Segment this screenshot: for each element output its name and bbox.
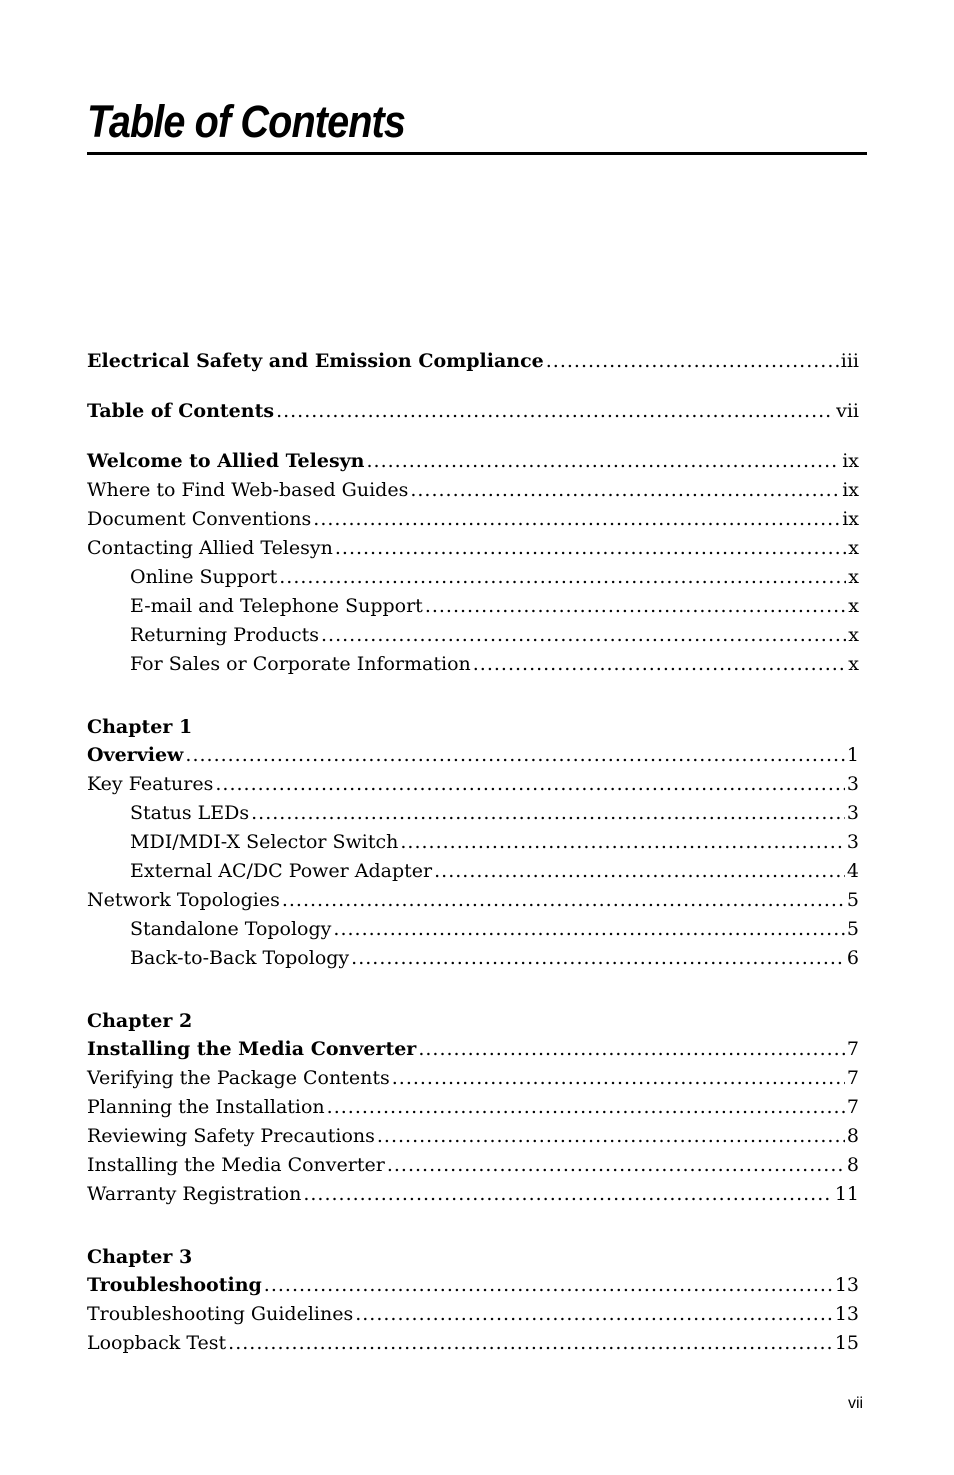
toc-entry-text: Troubleshooting — [87, 1274, 262, 1296]
dot-leader — [276, 400, 834, 422]
dot-leader — [367, 450, 841, 472]
dot-leader — [335, 537, 846, 559]
toc-entry-text: Electrical Safety and Emission Compliance — [87, 350, 544, 372]
toc-page-number: 3 — [846, 831, 859, 853]
dot-leader — [351, 947, 845, 969]
toc-page-number: x — [848, 566, 859, 588]
dot-leader — [251, 802, 845, 824]
title-rule — [87, 152, 867, 155]
toc-entry[interactable] — [87, 1332, 859, 1361]
dot-leader — [387, 1154, 845, 1176]
toc-entry[interactable] — [87, 479, 859, 508]
dot-leader — [185, 744, 845, 766]
dot-leader — [279, 566, 846, 588]
toc-entry[interactable] — [87, 831, 859, 860]
toc-page-number: ix — [842, 479, 859, 501]
toc-page-number: vii — [836, 400, 859, 422]
page-number: vii — [848, 1395, 864, 1412]
toc-page-number: 8 — [846, 1125, 859, 1147]
toc-entry[interactable] — [87, 400, 859, 429]
dot-leader — [418, 1038, 845, 1060]
toc-page-number: ix — [842, 508, 859, 530]
toc-entry-text: Returning Products — [130, 624, 319, 646]
dot-leader — [392, 1067, 845, 1089]
toc-entry[interactable] — [87, 1038, 859, 1067]
toc-entry[interactable] — [87, 1154, 859, 1183]
toc-entry-text: Overview — [87, 744, 184, 766]
dot-leader — [215, 773, 845, 795]
toc-entry-text: Planning the Installation — [87, 1096, 325, 1118]
toc-entry-text: Warranty Registration — [87, 1183, 302, 1205]
toc-entry[interactable] — [87, 537, 859, 566]
toc-entry[interactable] — [87, 653, 859, 682]
toc-page-number: iii — [840, 350, 859, 372]
dot-leader — [282, 889, 845, 911]
toc-entry-text: Where to Find Web-based Guides — [87, 479, 409, 501]
toc-page-number: ix — [842, 450, 859, 472]
toc-entry[interactable] — [87, 566, 859, 595]
dot-leader — [313, 508, 840, 530]
toc-page-number: 7 — [846, 1067, 859, 1089]
dot-leader — [434, 860, 845, 882]
dot-leader — [473, 653, 847, 675]
chapter-label: Chapter 3 — [87, 1246, 193, 1268]
toc-entry-text: Status LEDs — [130, 802, 250, 824]
toc-entry[interactable] — [87, 1067, 859, 1096]
toc-entry[interactable] — [87, 1303, 859, 1332]
toc-page-number: 3 — [846, 802, 859, 824]
toc-entry-text: Network Topologies — [87, 889, 280, 911]
toc-entry-text: Back-to-Back Topology — [130, 947, 350, 969]
toc-page-number: 13 — [834, 1303, 859, 1325]
page-title: Table of Contents — [87, 96, 405, 147]
toc-entry[interactable] — [87, 508, 859, 537]
toc-entry[interactable] — [87, 595, 859, 624]
toc-entry[interactable] — [87, 802, 859, 831]
chapter-label: Chapter 1 — [87, 716, 193, 738]
toc-entry[interactable] — [87, 1274, 859, 1303]
toc-entry-text: External AC/DC Power Adapter — [130, 860, 433, 882]
toc-page-number: x — [848, 653, 859, 675]
dot-leader — [425, 595, 846, 617]
toc-entry[interactable] — [87, 1096, 859, 1125]
chapter-label: Chapter 2 — [87, 1010, 193, 1032]
toc-page-number: x — [848, 537, 859, 559]
toc-entry-text: For Sales or Corporate Information — [130, 653, 471, 675]
toc-entry-text: Document Conventions — [87, 508, 312, 530]
toc-entry-text: Verifying the Package Contents — [87, 1067, 390, 1089]
dot-leader — [264, 1274, 833, 1296]
toc-entry[interactable] — [87, 860, 859, 889]
toc-entry-text: Standalone Topology — [130, 918, 332, 940]
toc-page-number: 15 — [834, 1332, 859, 1354]
toc-page-number: 3 — [846, 773, 859, 795]
toc-page-number: 1 — [846, 744, 859, 766]
dot-leader — [228, 1332, 833, 1354]
dot-leader — [410, 479, 840, 501]
dot-leader — [321, 624, 846, 646]
toc-entry-text: Key Features — [87, 773, 214, 795]
toc-entry-text: MDI/MDI-X Selector Switch — [130, 831, 399, 853]
toc-page-number: 11 — [834, 1183, 859, 1205]
toc-entry-text: Reviewing Safety Precautions — [87, 1125, 375, 1147]
toc-page-number: 5 — [846, 889, 859, 911]
toc-page-number: 7 — [846, 1096, 859, 1118]
toc-entry[interactable] — [87, 744, 859, 773]
toc-page-number: 13 — [834, 1274, 859, 1296]
toc-page-number: 5 — [846, 918, 859, 940]
toc-entry-text: Installing the Media Converter — [87, 1154, 385, 1176]
toc-entry-text: Online Support — [130, 566, 278, 588]
toc-entry-text: Table of Contents — [87, 400, 275, 422]
toc-entry-text: Welcome to Allied Telesyn — [87, 450, 365, 472]
toc-entry-text: E-mail and Telephone Support — [130, 595, 423, 617]
dot-leader — [333, 918, 845, 940]
toc-entry[interactable] — [87, 889, 859, 918]
toc-entry-text: Loopback Test — [87, 1332, 227, 1354]
toc-entry[interactable] — [87, 1125, 859, 1154]
dot-leader — [400, 831, 845, 853]
dot-leader — [303, 1183, 832, 1205]
toc-entry[interactable] — [87, 947, 859, 976]
toc-entry[interactable] — [87, 918, 859, 947]
toc-page-number: x — [848, 624, 859, 646]
toc-entry[interactable] — [87, 450, 859, 479]
toc-entry[interactable] — [87, 773, 859, 802]
toc-page-number: 6 — [846, 947, 859, 969]
toc-entry[interactable] — [87, 624, 859, 653]
toc-page-number: 7 — [846, 1038, 859, 1060]
toc-page-number: 8 — [846, 1154, 859, 1176]
toc-list — [87, 350, 859, 1361]
toc-entry[interactable] — [87, 350, 859, 379]
toc-page-number: 4 — [846, 860, 859, 882]
dot-leader — [377, 1125, 845, 1147]
toc-entry[interactable] — [87, 1183, 859, 1212]
dot-leader — [355, 1303, 833, 1325]
dot-leader — [546, 350, 839, 372]
toc-entry-text: Installing the Media Converter — [87, 1038, 417, 1060]
toc-entry-text: Troubleshooting Guidelines — [87, 1303, 354, 1325]
dot-leader — [327, 1096, 845, 1118]
toc-page-number: x — [848, 595, 859, 617]
toc-entry-text: Contacting Allied Telesyn — [87, 537, 333, 559]
